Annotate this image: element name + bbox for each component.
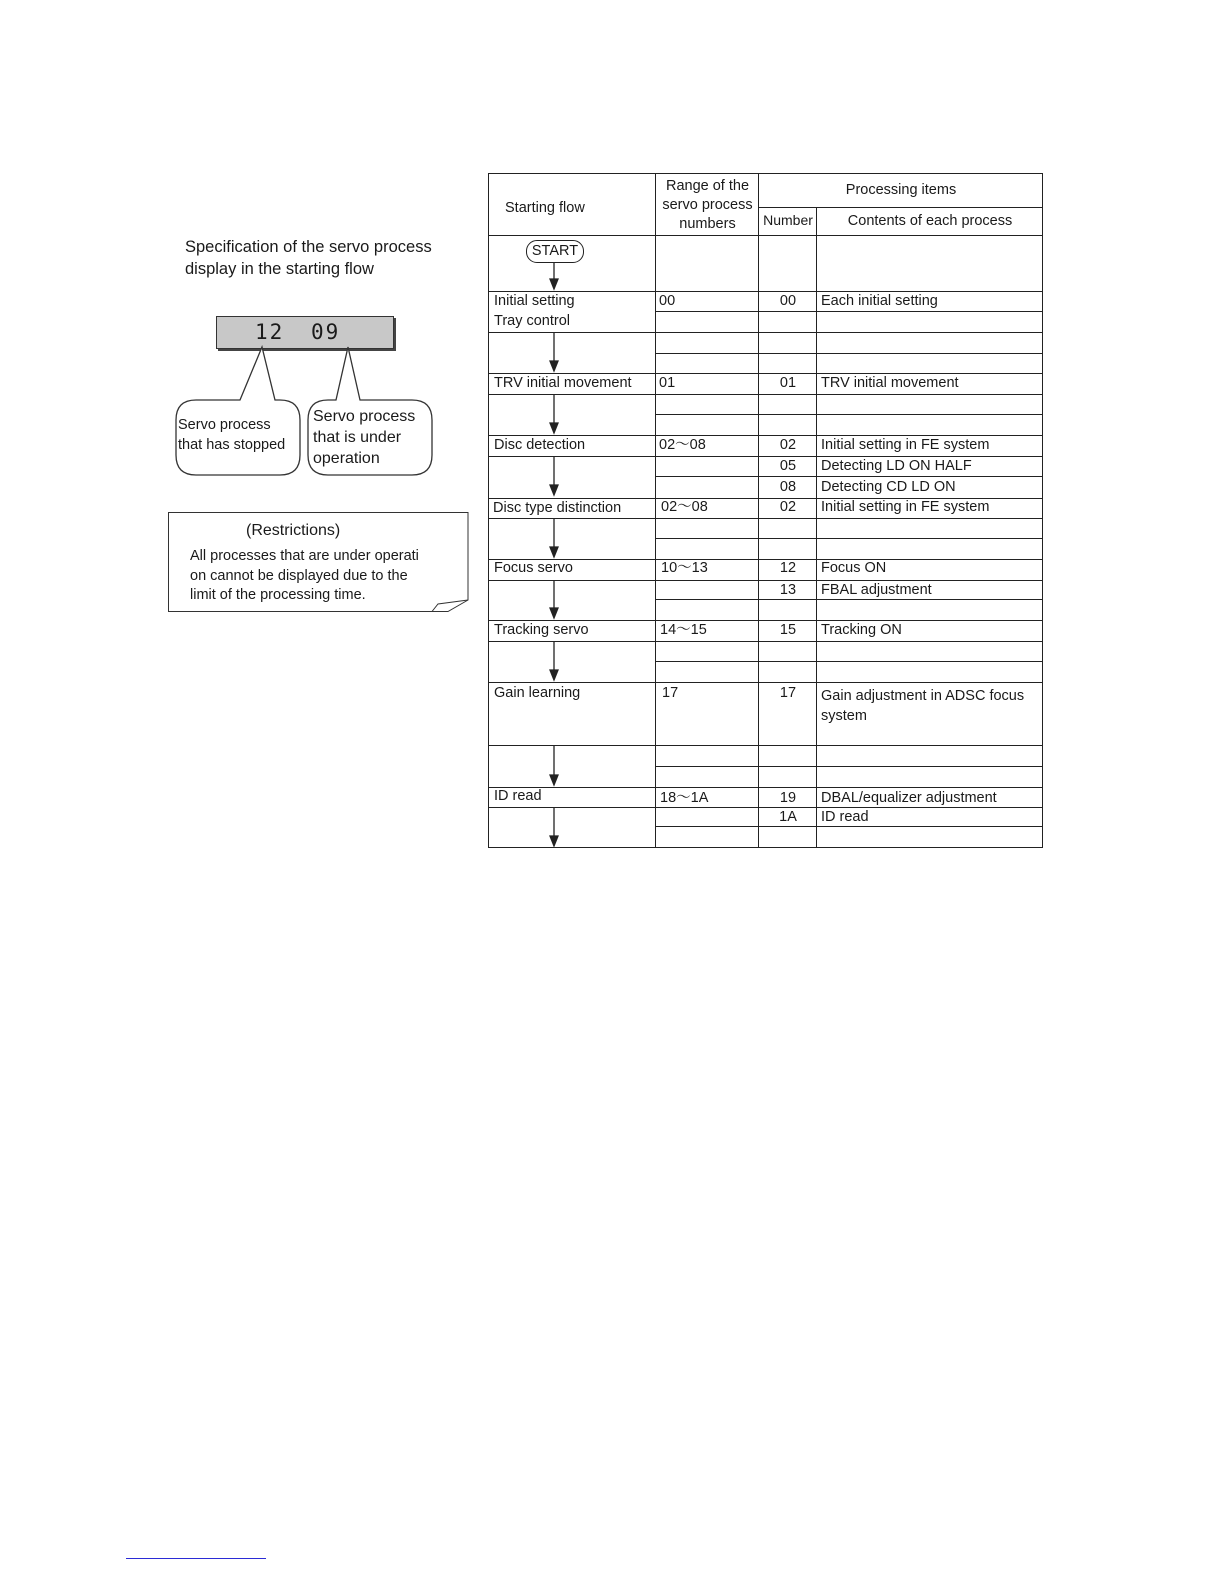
header-starting-flow: Starting flow — [505, 200, 585, 216]
item-content: ID read — [821, 809, 869, 825]
flow-step: TRV initial movement — [494, 375, 632, 391]
bubble-operating-text: Servo process that is under operation — [313, 408, 416, 467]
item-number: 1A — [779, 809, 797, 825]
flow-step: Initial setting — [494, 293, 575, 309]
item-content: Detecting LD ON HALF — [821, 458, 972, 474]
range-value: 02～08 — [659, 437, 706, 453]
item-number: 19 — [779, 790, 797, 806]
flow-step: Tracking servo — [494, 622, 589, 638]
item-number: 00 — [779, 293, 797, 309]
display-operating-number: 09 — [311, 320, 341, 344]
range-value: 18～1A — [660, 790, 709, 806]
flow-step: Gain learning — [494, 685, 581, 701]
range-value: 17 — [662, 685, 679, 701]
header-range: Range of the servo process numbers — [662, 178, 753, 232]
item-content: Tracking ON — [821, 622, 902, 638]
range-value: 00 — [659, 293, 676, 309]
item-content: Initial setting in FE system — [821, 499, 990, 515]
range-value: 10～13 — [661, 560, 708, 576]
item-number: 13 — [779, 582, 797, 598]
item-number: 17 — [779, 685, 797, 701]
flow-step: Tray control — [494, 313, 571, 329]
restrictions-body: All processes that are under operati on cannot be displayed due to the limit of the processing time. — [190, 548, 419, 603]
item-number: 15 — [779, 622, 797, 638]
spec-title: Specification of the servo process display in the starting flow — [185, 238, 432, 278]
item-number: 02 — [779, 437, 797, 453]
header-processing-items: Processing items — [845, 182, 957, 198]
item-content: FBAL adjustment — [821, 582, 932, 598]
restrictions-note — [168, 512, 468, 612]
flow-step: Focus servo — [494, 560, 573, 576]
flow-step: Disc type distinction — [493, 500, 622, 516]
item-number: 05 — [779, 458, 797, 474]
item-content: Gain adjustment in ADSC focus system — [821, 688, 1025, 724]
item-number: 02 — [779, 499, 797, 515]
servo-process-table — [488, 173, 1043, 848]
range-value: 01 — [659, 375, 676, 391]
range-value: 02～08 — [661, 499, 708, 515]
item-number: 08 — [779, 479, 797, 495]
flow-step: Disc detection — [494, 437, 586, 453]
display-stopped-number: 12 — [255, 320, 285, 344]
item-number: 12 — [779, 560, 797, 576]
item-content: Detecting CD LD ON — [821, 479, 956, 495]
start-terminal: START — [526, 240, 584, 263]
item-number: 01 — [779, 375, 797, 391]
item-content: Initial setting in FE system — [821, 437, 990, 453]
restrictions-heading: (Restrictions) — [246, 522, 341, 539]
item-content: Each initial setting — [821, 293, 938, 309]
item-content: Focus ON — [821, 560, 887, 576]
item-content: DBAL/equalizer adjustment — [821, 790, 997, 806]
header-number: Number — [763, 212, 813, 228]
bubble-stopped-text: Servo process that has stopped — [178, 417, 286, 453]
range-value: 14～15 — [660, 622, 707, 638]
footer-rule — [126, 1558, 266, 1559]
bubble-stopped-outline — [176, 347, 300, 475]
header-contents: Contents of each process — [847, 213, 1013, 229]
item-content: TRV initial movement — [821, 375, 959, 391]
flow-step: ID read — [494, 788, 542, 804]
